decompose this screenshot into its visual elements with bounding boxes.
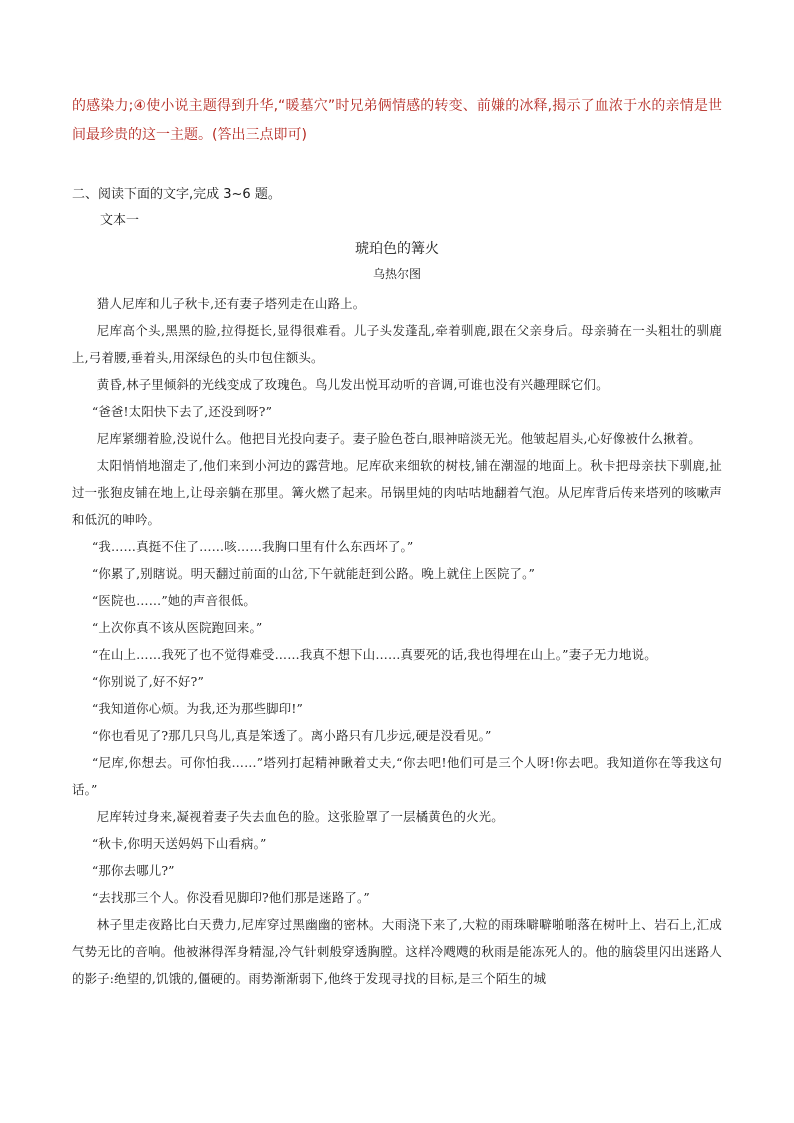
paragraph: 尼库转过身来,凝视着妻子失去血色的脸。这张脸罩了一层橘黄色的火光。 <box>96 809 504 824</box>
paragraph: “医院也……”她的声音很低。 <box>91 593 256 608</box>
paragraph: “那你去哪儿?” <box>91 863 175 878</box>
paragraph: 太阳悄悄地溜走了,他们来到小河边的露营地。尼库砍来细软的树枝,铺在潮湿的地面上。秋卡把母亲扶下驯鹿,扯过一张狍皮铺在地上,让母亲躺在那里。篝火燃了起来。吊锅里炖的肉咕咕地翻着气泡。从尼库背后传来塔列的咳嗽声和低沉的呻吟。 <box>72 458 722 527</box>
paragraph: “爸爸!太阳快下去了,还没到呀?” <box>91 404 273 419</box>
paragraph: “尼库,你想去。可你怕我……”塔列打起精神瞅着丈夫,“你去吧!他们可是三个人呀!你去吧。我知道你在等我这句话。” <box>72 755 722 797</box>
paragraph: “我知道你心烦。为我,还为那些脚印!” <box>91 701 304 716</box>
story-title: 琥珀色的篝火 <box>355 241 439 257</box>
paragraph: 尼库高个头,黑黑的脸,拉得挺长,显得很难看。儿子头发蓬乱,牵着驯鹿,跟在父亲身后。母亲骑在一头粗壮的驯鹿上,弓着腰,垂着头,用深绿色的头巾包住额头。 <box>72 323 722 365</box>
section-heading: 二、阅读下面的文字,完成 3~6 题。 <box>72 187 281 202</box>
document-page <box>72 92 722 992</box>
paragraph: “在山上……我死了也不觉得难受……我真不想下山……真要死的话,我也得埋在山上。”妻子无力地说。 <box>91 647 657 662</box>
paragraph: “你别说了,好不好?” <box>91 674 205 689</box>
story-author: 乌热尔图 <box>372 267 421 281</box>
answer-text: 的感染力;④使小说主题得到升华,“暖墓穴”时兄弟俩情感的转变、前嫌的冰释,揭示了血浓于水的亲情是世间最珍贵的这一主题。(答出三点即可) <box>72 98 722 143</box>
paragraph: “我……真挺不住了……咳……我胸口里有什么东西坏了。” <box>91 539 414 554</box>
paragraph: 猎人尼库和儿子秋卡,还有妻子塔列走在山路上。 <box>96 296 366 311</box>
paragraph: 林子里走夜路比白天费力,尼库穿过黑幽幽的密林。大雨浇下来了,大粒的雨珠噼噼啪啪落在树叶上、岩石上,汇成气势无比的音响。他被淋得浑身精湿,冷气针刺般穿透胸膛。这样冷飕飕的秋雨是能冻死人的。他的脑袋里闪出迷路人的影子:绝望的,饥饿的,僵硬的。雨势渐渐弱下,他终于发现寻找的目标,是三个陌生的城 <box>72 917 722 986</box>
paragraph: “你也看见了?那几只鸟儿,真是笨透了。离小路只有几步远,硬是没看见。” <box>91 728 492 743</box>
paragraph: “秋卡,你明天送妈妈下山看病。” <box>91 836 267 851</box>
paragraph: 黄昏,林子里倾斜的光线变成了玫瑰色。鸟儿发出悦耳动听的音调,可谁也没有兴趣理睬它们。 <box>96 377 609 392</box>
paragraph: 尼库紧绷着脸,没说什么。他把目光投向妻子。妻子脸色苍白,眼神暗淡无光。他皱起眉头,心好像被什么揪着。 <box>96 431 701 446</box>
paragraph: “你累了,别瞎说。明天翻过前面的山岔,下午就能赶到公路。晚上就住上医院了。” <box>91 566 536 581</box>
text-label: 文本一 <box>100 213 140 228</box>
paragraph: “去找那三个人。你没看见脚印?他们那是迷路了。” <box>91 890 370 905</box>
story-body <box>72 290 722 992</box>
paragraph: “上次你真不该从医院跑回来。” <box>91 620 263 635</box>
